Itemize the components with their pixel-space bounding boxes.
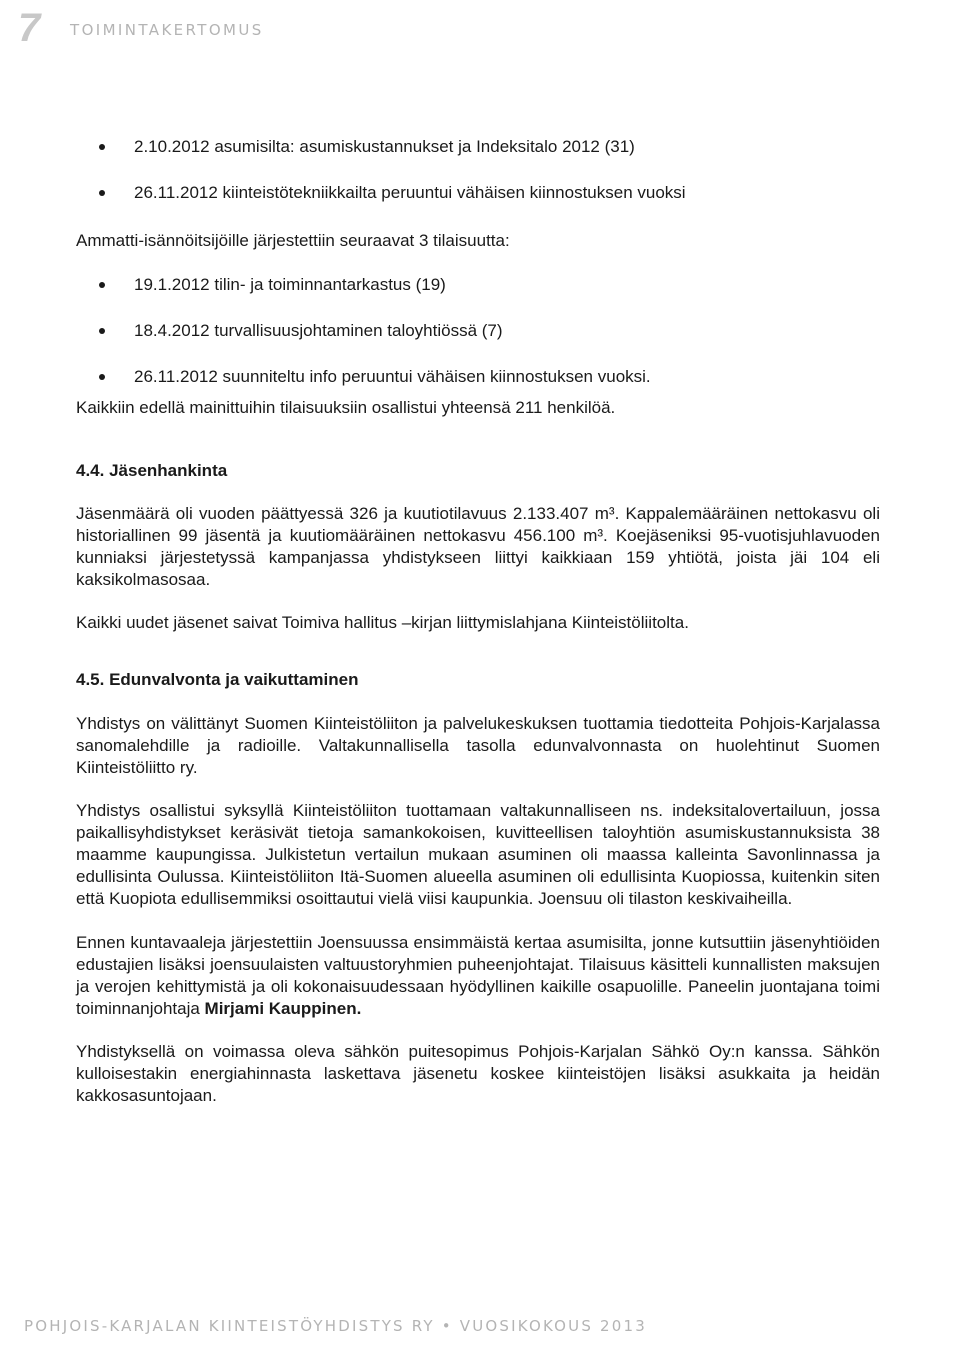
bullet-icon xyxy=(99,282,105,288)
bullet-icon xyxy=(99,328,105,334)
list-item: 2.10.2012 asumisilta: asumiskustannukset ja Indeksitalo 2012 (31) xyxy=(76,136,880,158)
bullet-icon xyxy=(99,190,105,196)
section-title: TOIMINTAKERTOMUS xyxy=(70,21,264,39)
person-name: Mirjami Kauppinen. xyxy=(204,999,362,1018)
event-list-a xyxy=(76,136,880,204)
paragraph: Ennen kuntavaaleja järjestettiin Joensuussa ensimmäistä kertaa asumisilta, jonne kutsuttiin jäsenyhtiöiden edustajien lisäksi joensuulaisten valtuustoryhmien puheenjohtajat. Tilaisuus käsitteli kunnallisten maksujen ja verojen kehittymistä ja oli kokonaisuudessaan hyödyllinen kaikille osapuolille. Paneelin juontajana toimi toiminnanjohtaja Mirjami Kauppinen. xyxy=(76,933,880,1018)
bullet-icon xyxy=(99,144,105,150)
list-item: 18.4.2012 turvallisuusjohtaminen taloyhtiössä (7) xyxy=(76,320,880,342)
page-footer: POHJOIS-KARJALAN KIINTEISTÖYHDISTYS RY • VUOSIKOKOUS 2013 xyxy=(24,1317,648,1335)
paragraph: Yhdistys on välittänyt Suomen Kiinteistöliiton ja palvelukeskuksen tuottamia tiedotteita Pohjois-Karjalassa sanomalehdille ja radioille. Valtakunnallisella tasolla edunvalvonnasta on huolehtinut Suomen Kiinteistöliitto ry. xyxy=(76,714,880,777)
list-item: 26.11.2012 suunniteltu info peruuntui vähäisen kiinnostuksen vuoksi. xyxy=(76,366,880,388)
list-item: 26.11.2012 kiinteistötekniikkailta peruuntui vähäisen kiinnostuksen vuoksi xyxy=(76,182,880,204)
bullet-icon xyxy=(99,374,105,380)
paragraph: Jäsenmäärä oli vuoden päättyessä 326 ja kuutiotilavuus 2.133.407 m³. Kappalemääräinen nettokasvu oli historiallinen 99 jäsentä ja kuutiomääräinen nettokasvu 456.100 m³. Koejäseniksi 95-vuotisjuhlavuoden kunniaksi järjestetyssä kampanjassa yhdistykseen liittyi kaikkiaan 159 yhtiötä, joista jäi 104 eli kaksikolmasosaa. xyxy=(76,504,880,589)
intro-paragraph: Ammatti-isännöitsijöille järjestettiin seuraavat 3 tilaisuutta: xyxy=(76,231,510,250)
list-item: 19.1.2012 tilin- ja toiminnantarkastus (19) xyxy=(76,274,880,296)
paragraph: Yhdistyksellä on voimassa oleva sähkön puitesopimus Pohjois-Karjalan Sähkö Oy:n kanssa. Sähkön kulloisestakin energiahinnasta laskettava jäsenetu koskee kiinteistöjen lisäksi asukkaita ja heidän kakkosasuntojaan. xyxy=(76,1042,880,1105)
paragraph: Kaikki uudet jäsenet saivat Toimiva hallitus –kirjan liittymislahjana Kiinteistöliitolta. xyxy=(76,613,689,632)
event-list-b xyxy=(76,274,880,388)
section-heading-4-5: 4.5. Edunvalvonta ja vaikuttaminen xyxy=(76,670,359,689)
section-heading-4-4: 4.4. Jäsenhankinta xyxy=(76,461,228,480)
page-number: 7 xyxy=(18,6,41,50)
paragraph: Yhdistys osallistui syksyllä Kiinteistöliiton tuottamaan valtakunnalliseen ns. indeksitalovertailuun, jossa paikallisyhdistykset keräsivät tietoja samankokoisen, kuvitteellisen taloyhtiön asumiskustannuksista 38 maamme kaupungissa. Julkistetun vertailun mukaan asuminen oli maassa kalleinta Savonlinnassa ja edullisinta Oulussa. Kiinteistöliiton Itä-Suomen alueella asuminen oli edullisinta Kuopiossa, kuitenkin siten että Kuopiota edullisemmiksi osoittautui vielä viisi kaupunkia. Joensuu oli tilaston keskivaiheilla. xyxy=(76,801,880,908)
document-body xyxy=(76,136,880,1107)
summary-paragraph: Kaikkiin edellä mainittuihin tilaisuuksiin osallistui yhteensä 211 henkilöä. xyxy=(76,398,616,417)
